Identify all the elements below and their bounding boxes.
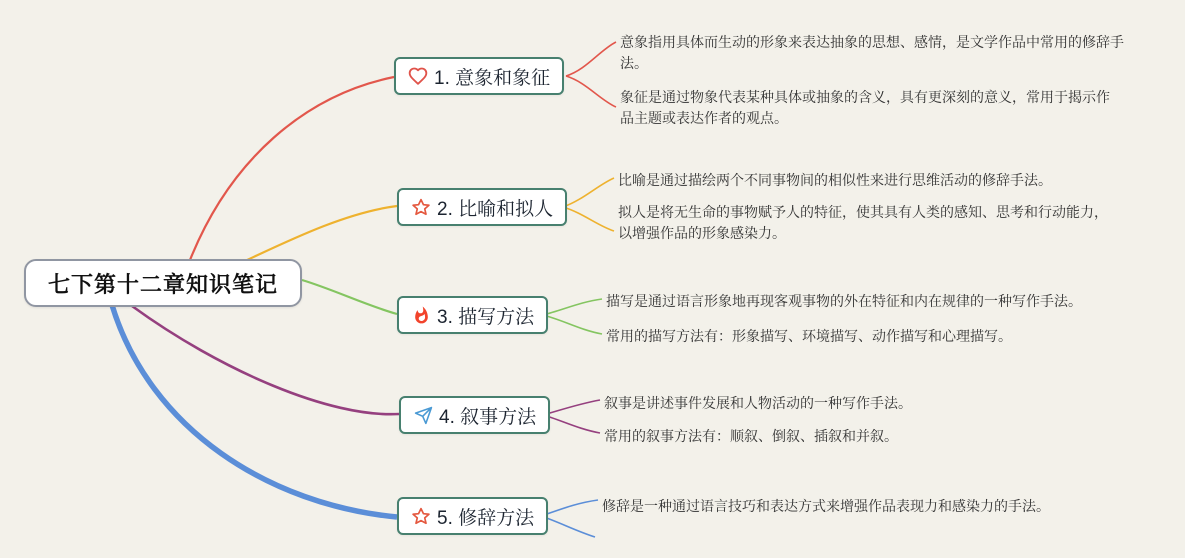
branch-node-label: 1. 意象和象征 [434, 67, 551, 89]
branch-line-4 [132, 306, 399, 414]
note-text: 意象指用具体而生动的形象来表达抽象的思想、感情，是文学作品中常用的修辞手法。 [620, 34, 1124, 71]
note-line-2a [563, 178, 614, 207]
heart-icon [408, 66, 428, 86]
note-text: 比喻是通过描绘两个不同事物间的相似性来进行思维活动的修辞手法。 [618, 172, 1052, 188]
central-topic-node[interactable] [24, 259, 302, 307]
branch-line-1 [190, 77, 394, 260]
note-text: 拟人是将无生命的事物赋予人的特征，使其具有人类的感知、思考和行动能力，以增强作品的形象感染力。 [618, 204, 1108, 241]
branch-line-2 [245, 206, 397, 261]
branch-node-label: 3. 描写方法 [437, 306, 535, 328]
note-text: 修辞是一种通过语言技巧和表达方式来增强作品表现力和感染力的手法。 [602, 498, 1050, 514]
branch-node-rhetorical-methods[interactable] [397, 497, 548, 535]
note-line-5b [541, 516, 595, 537]
note-text: 叙事是讲述事件发展和人物活动的一种写作手法。 [604, 395, 912, 411]
note-text: 常用的叙事方法有：顺叙、倒叙、插叙和并叙。 [604, 428, 898, 444]
branch-node-label: 4. 叙事方法 [439, 406, 537, 428]
note-line-4b [543, 415, 600, 433]
note-line-3b [543, 315, 602, 334]
note-text: 象征是通过物象代表某种具体或抽象的含义，具有更深刻的意义，常用于揭示作品主题或表达作者的观点。 [620, 89, 1110, 126]
branch-node-description-methods[interactable] [397, 296, 548, 334]
branch-node-narrative-methods[interactable] [399, 396, 550, 434]
star-icon [411, 197, 431, 217]
branch-node-label: 5. 修辞方法 [437, 507, 535, 529]
note-line-1b [566, 76, 616, 107]
note-line-1a [566, 42, 616, 76]
branch-node-imagery-symbolism[interactable] [394, 57, 564, 95]
flame-icon [411, 305, 431, 325]
central-topic-label: 七下第十二章知识笔记 [47, 271, 278, 297]
note-line-3a [543, 299, 602, 315]
branch-node-label: 2. 比喻和拟人 [437, 198, 554, 220]
branch-node-metaphor-personification[interactable] [397, 188, 567, 226]
note-line-4a [543, 400, 600, 415]
branch-line-5 [112, 305, 397, 517]
note-line-5a [541, 500, 598, 516]
note-text: 描写是通过语言形象地再现客观事物的外在特征和内在规律的一种写作手法。 [606, 293, 1082, 309]
star-icon [411, 506, 431, 526]
branch-line-3 [302, 280, 397, 314]
note-line-2b [563, 207, 614, 231]
note-text: 常用的描写方法有：形象描写、环境描写、动作描写和心理描写。 [606, 328, 1012, 344]
paper-plane-icon [413, 405, 433, 425]
